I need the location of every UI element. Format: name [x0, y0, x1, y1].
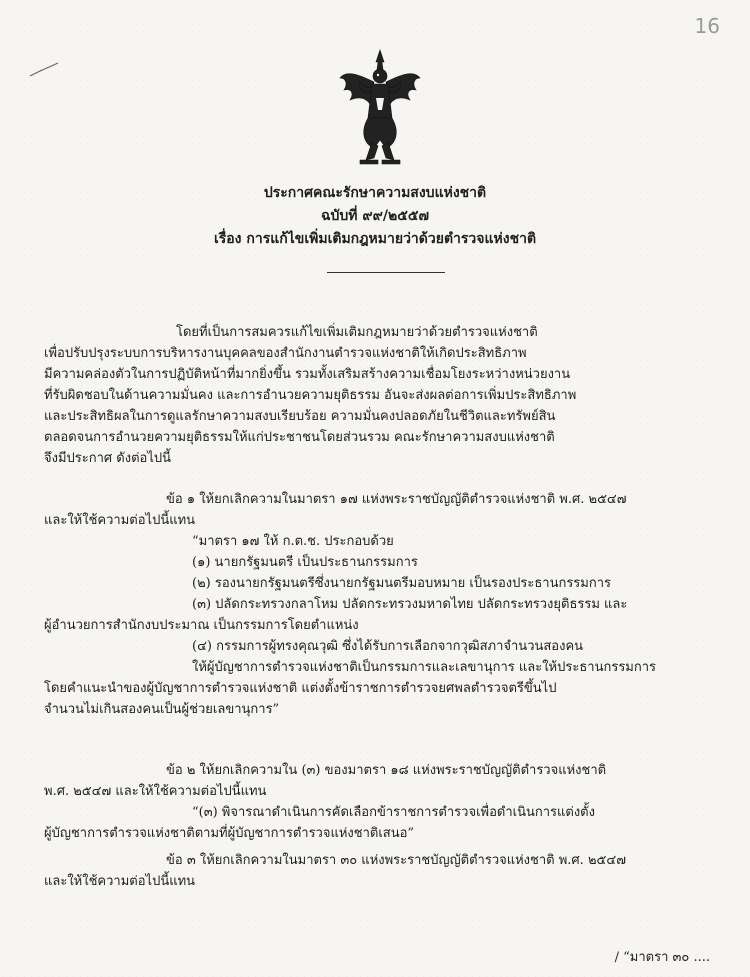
section-17-item-4: (๔) กรรมการผู้ทรงคุณวุฒิ ซึ่งได้รับการเลือกจากวุฒิสภาจำนวนสองคน [192, 639, 584, 654]
preamble-line: มีความคล่องตัวในการปฏิบัติหน้าที่มากยิ่งขึ้น รวมทั้งเสริมสร้างความเชื่อมโยงระหว่างหน่วยงาน [44, 367, 571, 382]
section-17-paragraph: ให้ผู้บัญชาการตำรวจแห่งชาติเป็นกรรมการและเลขานุการ และให้ประธานกรรมการ [192, 660, 657, 675]
section-17-item-1: (๑) นายกรัฐมนตรี เป็นประธานกรรมการ [192, 555, 418, 570]
page-number: 16 [694, 14, 720, 38]
section-17-paragraph-cont: โดยคำแนะนำของผู้บัญชาการตำรวจแห่งชาติ แต่งตั้งข้าราชการตำรวจยศพลตำรวจตรีขึ้นไป [44, 681, 557, 696]
section-17-item-3: (๓) ปลัดกระทรวงกลาโหม ปลัดกระทรวงมหาดไทย ปลัดกระทรวงยุติธรรม และ [192, 597, 628, 612]
section-17-intro: “มาตรา ๑๗ ให้ ก.ต.ช. ประกอบด้วย [192, 534, 394, 549]
clause-line: ข้อ ๒ ให้ยกเลิกความใน (๓) ของมาตรา ๑๘ แห่งพระราชบัญญัติตำรวจแห่งชาติ [166, 763, 607, 778]
preamble-line: ตลอดจนการอำนวยความยุติธรรมให้แก่ประชาชนโดยส่วนรวม คณะรักษาความสงบแห่งชาติ [44, 430, 555, 445]
section-17-paragraph-cont: จำนวนไม่เกินสองคนเป็นผู้ช่วยเลขานุการ” [44, 702, 280, 717]
preamble-line: ที่รับผิดชอบในด้านความมั่นคง และการอำนวยความยุติธรรม อันจะส่งผลต่อการเพิ่มประสิทธิภาพ [44, 388, 577, 403]
announcement-header [0, 182, 750, 251]
preamble-line: และประสิทธิผลในการดูแลรักษาความสงบเรียบร้อย ความมั่นคงปลอดภัยในชีวิตและทรัพย์สิน [44, 409, 556, 424]
preamble-line: เพื่อปรับปรุงระบบการบริหารงานบุคคลของสำนักงานตำรวจแห่งชาติให้เกิดประสิทธิภาพ [44, 346, 527, 361]
clause-line: และให้ใช้ความต่อไปนี้แทน [44, 874, 196, 889]
announcement-subject: เรื่อง การแก้ไขเพิ่มเติมกฎหมายว่าด้วยตำรวจแห่งชาติ [213, 231, 537, 247]
preamble-line: จึงมีประกาศ ดังต่อไปนี้ [44, 451, 172, 466]
section-18-item-3: “(๓) พิจารณาดำเนินการคัดเลือกข้าราชการตำรวจเพื่อดำเนินการแต่งตั้ง [192, 805, 595, 820]
clause-1 [44, 489, 694, 720]
garuda-emblem-icon [338, 48, 422, 166]
pen-scribble-mark [28, 60, 62, 80]
section-17-item-2: (๒) รองนายกรัฐมนตรีซึ่งนายกรัฐมนตรีมอบหมาย เป็นรองประธานกรรมการ [192, 576, 612, 591]
section-18-item-3-cont: ผู้บัญชาการตำรวจแห่งชาติตามที่ผู้บัญชาการตำรวจแห่งชาติเสนอ” [44, 826, 415, 841]
preamble-line: โดยที่เป็นการสมควรแก้ไขเพิ่มเติมกฎหมายว่าด้วยตำรวจแห่งชาติ [176, 325, 538, 340]
clause-line: ข้อ ๑ ให้ยกเลิกความในมาตรา ๑๗ แห่งพระราชบัญญัติตำรวจแห่งชาติ พ.ศ. ๒๕๔๗ [166, 492, 627, 507]
clause-line: และให้ใช้ความต่อไปนี้แทน [44, 513, 196, 528]
header-divider [327, 272, 445, 273]
announcement-title: ประกาศคณะรักษาความสงบแห่งชาติ [263, 185, 487, 201]
clause-line: พ.ศ. ๒๕๔๗ และให้ใช้ความต่อไปนี้แทน [44, 784, 267, 799]
announcement-number: ฉบับที่ ๙๙/๒๕๕๗ [321, 208, 429, 224]
section-17-item-3-cont: ผู้อำนวยการสำนักงบประมาณ เป็นกรรมการโดยตำแหน่ง [44, 618, 359, 633]
clause-2 [44, 760, 694, 844]
clause-line: ข้อ ๓ ให้ยกเลิกความในมาตรา ๓๐ แห่งพระราชบัญญัติตำรวจแห่งชาติ พ.ศ. ๒๕๔๗ [166, 853, 626, 868]
clause-3 [44, 850, 694, 892]
preamble [44, 322, 694, 469]
continuation-reference: / “มาตรา ๓๐ .... [614, 950, 710, 965]
